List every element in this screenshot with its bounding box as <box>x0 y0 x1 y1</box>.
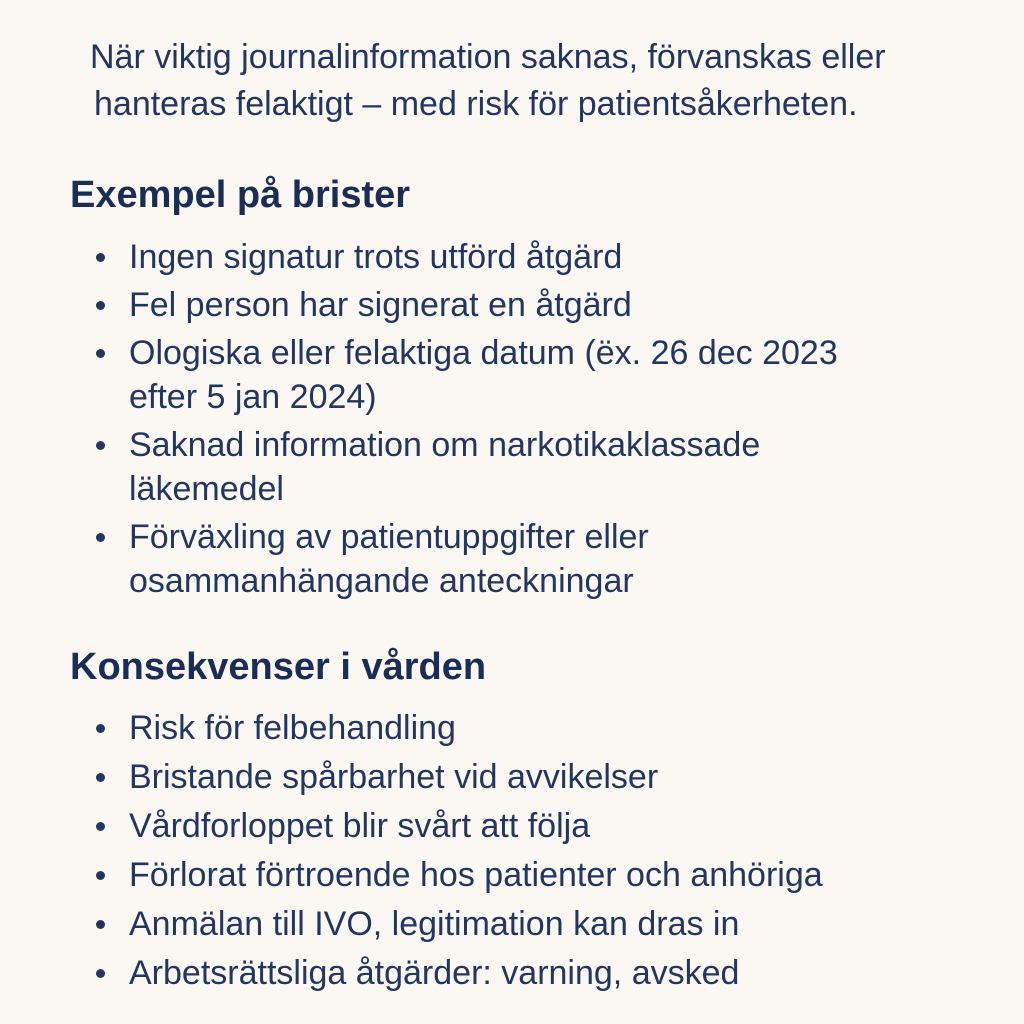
list-item-text: läkemedel <box>129 470 284 508</box>
bullet-icon <box>96 920 105 929</box>
bullet-icon <box>96 349 105 358</box>
list-item <box>96 235 976 279</box>
list-item <box>96 804 976 848</box>
bullet-icon <box>96 533 105 542</box>
bullet-icon <box>96 441 105 450</box>
list-item-text: Förlorat förtroende hos patienter och anhöriga <box>129 856 823 894</box>
brister-list <box>96 235 976 607</box>
bullet-icon <box>96 773 105 782</box>
bullet-icon <box>96 969 105 978</box>
section-title-konsekvenser: Konsekvenser i vården <box>70 646 487 688</box>
list-item <box>96 755 976 799</box>
list-item <box>96 951 976 995</box>
bullet-icon <box>96 871 105 880</box>
list-item <box>96 331 976 419</box>
list-item-text: Risk för felbehandling <box>129 709 456 747</box>
list-item <box>96 423 976 511</box>
list-item <box>96 706 976 750</box>
bullet-icon <box>96 301 105 310</box>
list-item <box>96 902 976 946</box>
list-item-text: Ologiska eller felaktiga datum (ëx. 26 dec 2023 <box>129 334 838 372</box>
list-item-text: Bristande spårbarhet vid avvikelser <box>129 758 659 796</box>
list-item <box>96 283 976 327</box>
list-item <box>96 853 976 897</box>
intro-line: När viktig journalinformation saknas, förvanskas eller <box>90 38 886 76</box>
list-item-text: efter 5 jan 2024) <box>129 378 377 416</box>
bullet-icon <box>96 253 105 262</box>
list-item-text: Arbetsrättsliga åtgärder: varning, avsked <box>129 954 740 992</box>
konsekvenser-list <box>96 706 976 1000</box>
section-title-exempel: Exempel på brister <box>70 174 411 216</box>
list-item-text: Vårdforloppet blir svårt att följa <box>129 807 591 845</box>
list-item-text: Saknad information om narkotikaklassade <box>129 426 761 464</box>
list-item-text: Anmälan till IVO, legitimation kan dras in <box>129 905 740 943</box>
list-item <box>96 515 976 603</box>
bullet-icon <box>96 822 105 831</box>
intro-paragraph <box>90 34 970 128</box>
list-item-text: osammanhängande anteckningar <box>129 562 634 600</box>
list-item-text: Förväxling av patientuppgifter eller <box>129 518 649 556</box>
intro-line: hanteras felaktigt – med risk för patientsåkerheten. <box>94 85 858 123</box>
bullet-icon <box>96 724 105 733</box>
list-item-text: Ingen signatur trots utförd åtgärd <box>129 238 623 276</box>
list-item-text: Fel person har signerat en åtgärd <box>129 286 632 324</box>
